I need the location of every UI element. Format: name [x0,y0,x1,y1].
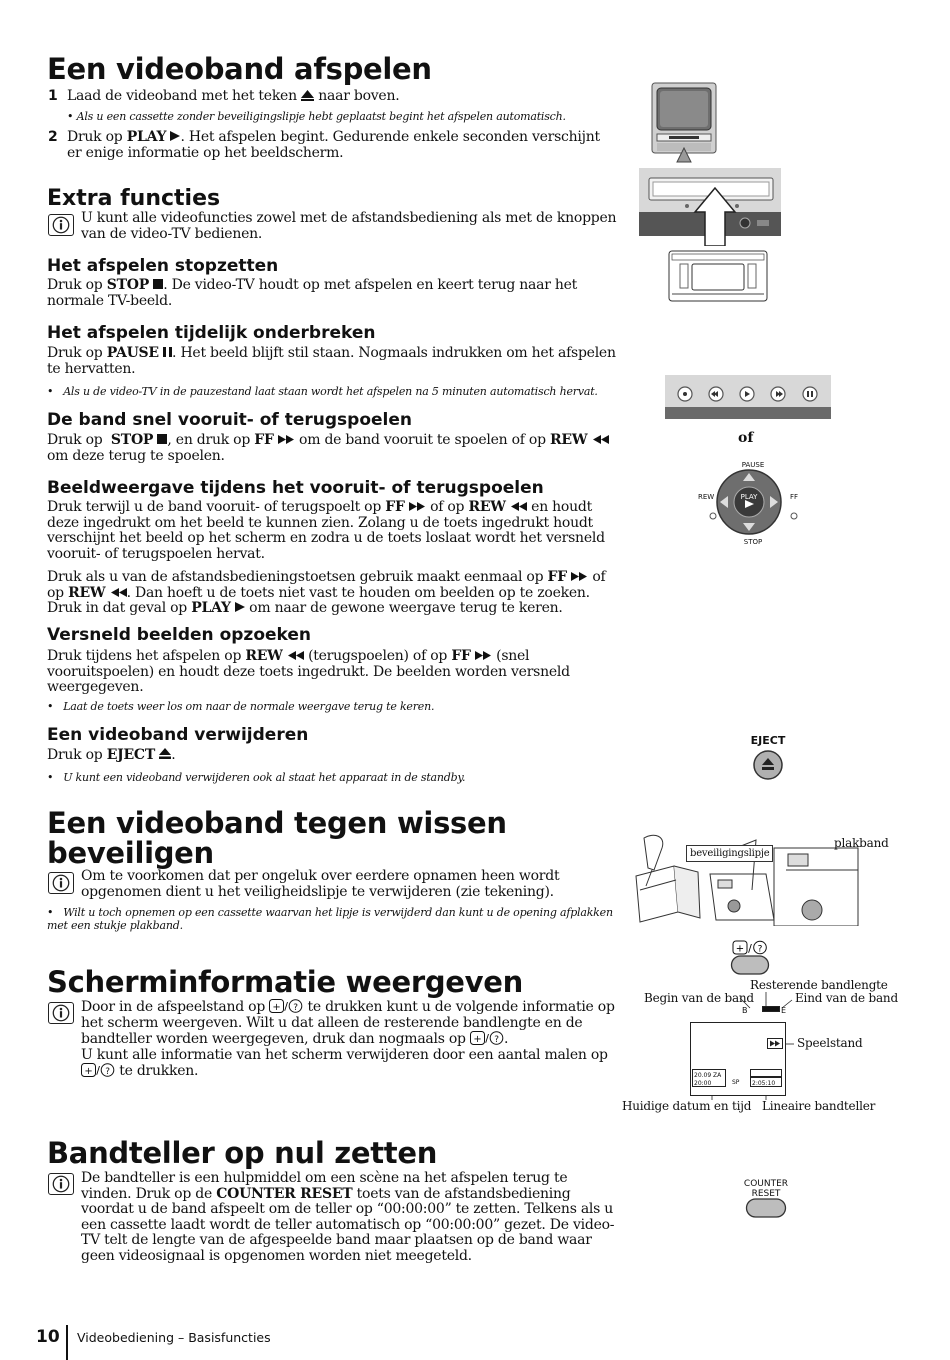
pause-label: PAUSE [741,461,765,469]
fast-forward-icon [571,572,588,581]
osd-e: E [781,1006,787,1015]
stop-icon [157,434,167,444]
title-beveiligen-2: beveiligen [47,836,214,870]
eject-icon [159,748,171,759]
title-extra-functies: Extra functies [47,186,221,211]
svg-text:?: ? [494,1035,499,1045]
title-beeldweergave: Beeldweergave tijdens het vooruit- of terugspoelen [47,478,544,498]
info-icon [48,872,74,894]
svg-text:/: / [485,1032,489,1045]
rew-label: REW [698,493,715,501]
svg-text:/: / [96,1064,100,1077]
display-info-icon [269,999,303,1013]
svg-text:?: ? [105,1067,110,1077]
fast-forward-icon [278,435,295,444]
osd-speed: SP [732,1079,740,1086]
osd-mini-bar [750,1069,782,1077]
svg-text:+: + [735,943,745,955]
osd-end-label: Eind van de band [795,991,898,1005]
osd-mode-label: Speelstand [797,1036,863,1050]
bw2-text: Druk als u van de afstandsbedieningstoetsen gebruik maakt eenmaal op FF of op REW . Dan hoeft u de toets niet vast te houden om beelden op te zoeken. Druk in dat geval op PLAY om naar de gewone weergave terug te keren. [47,569,606,616]
step1-note: • Als u een cassette zonder beveiligingslipje hebt geplaatst begint het afspelen automatisch. [67,110,566,123]
title-beveiligen-1: Een videoband tegen wissen [47,806,507,840]
eject-note: • U kunt een videoband verwijderen ook al staat het apparaat in de standby. [47,771,466,784]
svg-text:/: / [748,942,752,955]
pause-text: Druk op PAUSE . Het beeld blijft stil staan. Nogmaals indrukken om het afspelen te hervatten. [47,345,616,377]
osd-counter: 2:05:10 [752,1080,776,1087]
scherm-text: Door in de afspeelstand op + / ? te drukken kunt u de volgende informatie op het scherm weergeven. Wilt u dat alleen de resterende bandlengte en de bandteller worden weergegeven, druk dan nogmaals op + / ? . U kunt alle informatie van het scherm verwijderen door een aantal malen op + / ? te drukken. [81,999,615,1079]
tape-label: plakband [834,836,889,850]
play-label: PLAY [740,493,758,501]
play-icon [235,602,245,612]
step-number: 1 [48,88,58,104]
osd-counter-label: Lineaire bandteller [762,1099,876,1113]
remote-transport-pad [698,456,808,548]
title-onderbreken: Het afspelen tijdelijk onderbreken [47,323,376,343]
footer-section: Videobediening – Basisfuncties [77,1330,271,1345]
osd-b: B [742,1006,748,1015]
page-number: 10 [36,1327,60,1347]
or-label: of [738,430,754,446]
bandteller-text: De bandteller is een hulpmiddel om een scène na het afspelen terug te vinden. Druk op de COUNTER RESET toets van de afstandsbediening voordat u de band afspeelt om de teller op “00:00:00” te zetten. Telkens als u een cassette laadt wordt de teller automatisch op “00:00:00” gezet. De video-TV telt de lengte van de afgespeelde band maar plaatsen op de band waar geen videosignaal is opgenomen worden niet meegeteld. [81,1170,615,1264]
rewind-icon [510,502,527,511]
osd-day: ZA [713,1072,722,1079]
title-verwijderen: Een videoband verwijderen [47,725,309,745]
osd-play-mode-icon [767,1038,783,1049]
rewind-icon [287,651,304,660]
osd-begin-label: Begin van de band [644,991,754,1005]
safety-tab-label: beveiligingslipje [686,845,773,862]
svg-text:+: + [473,1034,482,1045]
info-icon [48,1173,74,1195]
step1-text: Laad de videoband met het teken naar boven. [67,88,400,104]
title-versneld: Versneld beelden opzoeken [47,625,312,645]
bw-text: Druk terwijl u de band vooruit- of terugspoelt op FF of op REW en houdt deze ingedrukt om het beeld te kunnen zien. Zolang u de toets ingedrukt houdt verschijnt het beeld op het scherm en zodra u de toets loslaat wordt het versneld vooruit- of terugspoelen hervat. [47,499,605,562]
extra-intro: U kunt alle videofuncties zowel met de afstandsbediening als met de knoppen van de video-TV bedienen. [81,210,617,242]
eject-button-icon [751,749,785,781]
svg-text:+: + [272,1002,281,1013]
cassette-slot-illustration [639,168,781,246]
stop-label: STOP [743,538,763,546]
vs-text: Druk tijdens het afspelen op REW (terugspoelen) of op FF (snel vooruitspoelen) en houdt deze toets ingedrukt. De beelden worden versneld weergegeven. [47,648,570,695]
title-scherminformatie: Scherminformatie weergeven [47,965,523,999]
svg-text:/: / [284,1000,289,1013]
beveiligen-text: Om te voorkomen dat per ongeluk over eerdere opnamen heen wordt opgenomen dient u het veiligheidslipje te verwijderen (zie tekening). [81,868,560,900]
svg-text:+: + [84,1066,93,1077]
svg-text:?: ? [293,1003,299,1013]
title-videoband-afspelen: Een videoband afspelen [47,52,432,86]
play-icon [170,131,180,141]
osd-date: 20.09 [694,1072,712,1079]
title-stopzetten: Het afspelen stopzetten [47,256,279,276]
tv-illustration [651,82,717,170]
step2-text: Druk op PLAY . Het afspelen begint. Gedurende enkele seconden verschijnt er enige informatie op het beeldscherm. [67,129,600,161]
beveiligen-note: • Wilt u toch opnemen op een cassette waarvan het lipje is verwijderd dan kunt u de opening afplakken met een stukje plakband. [47,906,613,932]
svg-text:?: ? [757,944,763,955]
title-bandteller: Bandteller op nul zetten [47,1136,438,1170]
ff-label: FF [789,493,799,501]
counter-reset-button [745,1197,787,1219]
display-info-icon [470,1031,504,1045]
stop-text: Druk op STOP . De video-TV houdt op met afspelen en keert terug naar het normale TV-beeld. [47,277,578,309]
pause-note: • Als u de video-TV in de pauzestand laat staan wordt het afspelen na 5 minuten automatisch hervat. [47,385,598,398]
osd-remaining-label: Resterende bandlengte [750,978,888,992]
triangle-up-icon [301,90,314,101]
display-info-icon [81,1063,115,1077]
fast-forward-icon [409,502,426,511]
info-icon [48,1002,74,1024]
display-button [730,954,770,976]
fast-forward-icon [475,651,492,660]
info-icon [48,214,74,236]
osd-time: 20:00 [694,1080,712,1087]
rewind-icon [110,588,127,597]
osd-tape-bar [762,1006,780,1012]
step-number: 2 [48,129,58,145]
eject-label: EJECT [750,734,786,747]
cassette-icon [668,250,768,302]
title-spoelen: De band snel vooruit- of terugspoelen [47,410,413,430]
pause-icon [163,347,172,357]
front-panel-buttons [665,375,831,419]
eject-text: Druk op EJECT . [47,747,176,763]
ff-text: Druk op STOP , en druk op FF om de band vooruit te spoelen of op REW om deze terug te spoelen. [47,433,622,464]
vs-note: • Laat de toets weer los om naar de normale weergave terug te keren. [47,700,435,713]
osd-date-label: Huidige datum en tijd [622,1099,752,1113]
footer-divider [66,1325,68,1360]
stop-icon [153,279,163,289]
counter-reset-label: COUNTER RESET [743,1179,789,1199]
rewind-icon [592,435,609,444]
